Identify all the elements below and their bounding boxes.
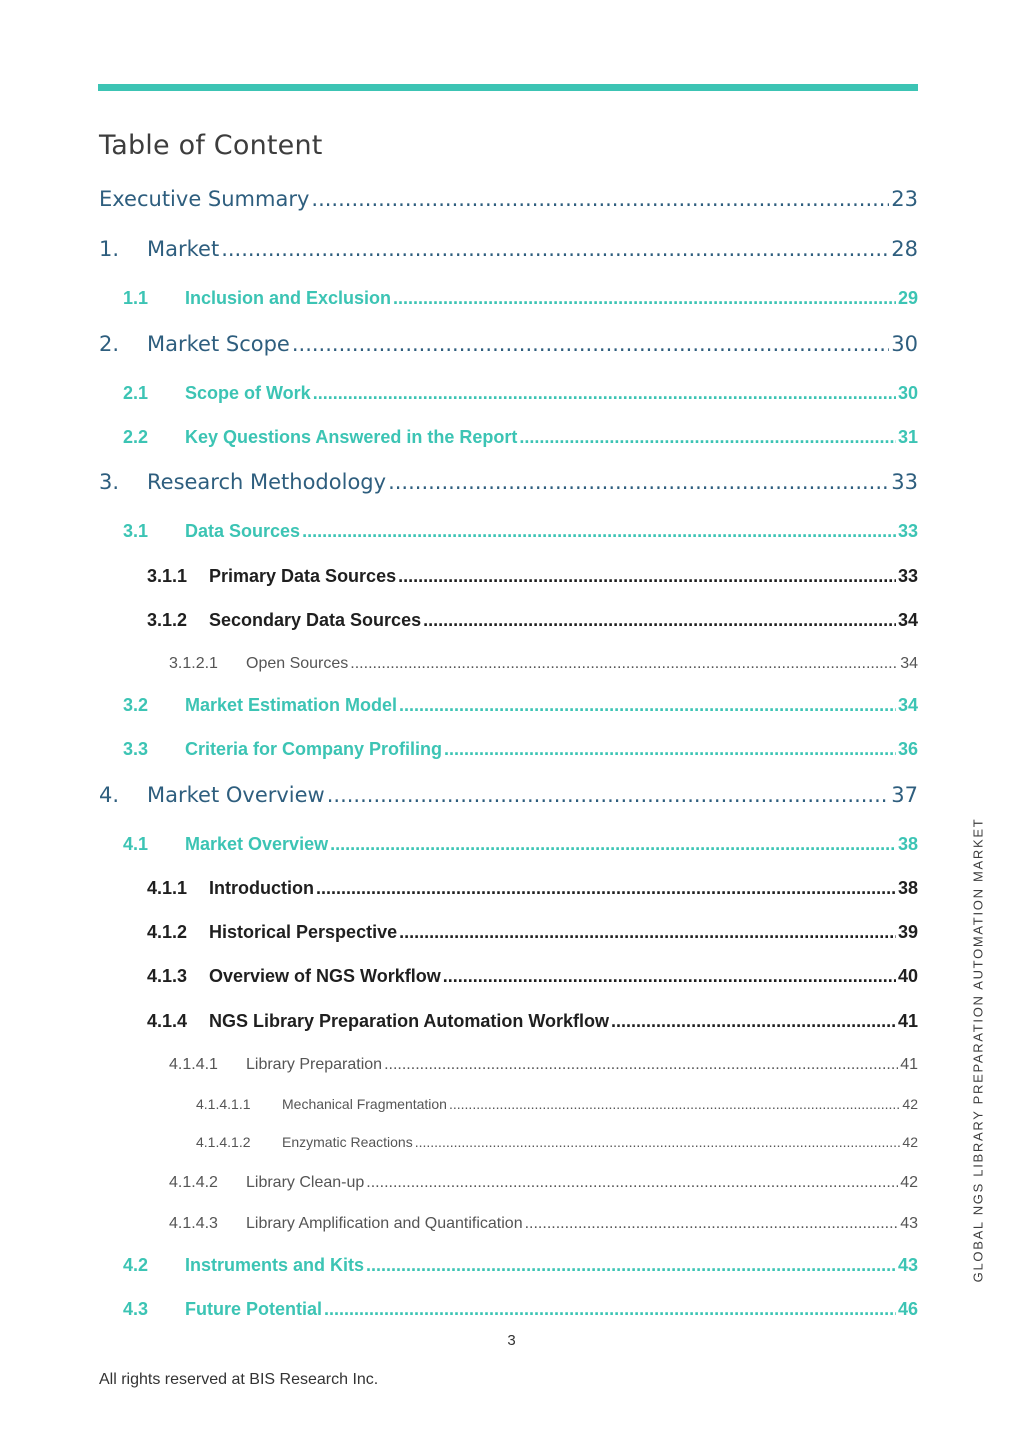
toc-entry[interactable] — [99, 783, 918, 808]
toc-dot-leader — [423, 610, 896, 632]
toc-entry-page: 33 — [897, 566, 918, 586]
toc-entry-title: Research Methodology — [147, 470, 387, 494]
toc-entry[interactable] — [196, 1096, 918, 1113]
toc-entry-title: NGS Library Preparation Automation Workflow — [209, 1011, 610, 1031]
toc-entry-title: Enzymatic Reactions — [282, 1134, 413, 1150]
toc-entry-number: 4.3 — [123, 1299, 149, 1319]
toc-entry-page: 39 — [897, 922, 918, 942]
toc-entry-title: Key Questions Answered in the Report — [185, 427, 518, 447]
toc-dot-leader — [415, 1134, 901, 1151]
toc-entry-number: 3.2 — [123, 695, 149, 715]
toc-entry[interactable] — [99, 470, 918, 495]
toc-entry-page: 43 — [897, 1255, 918, 1275]
toc-entry-number: 4.1.4 — [147, 1011, 188, 1031]
toc-entry-number: 4.1.4.3 — [169, 1215, 218, 1232]
toc-entry[interactable] — [147, 922, 918, 944]
toc-entry[interactable] — [99, 187, 918, 212]
toc-dot-leader — [313, 383, 896, 405]
page-number: 3 — [507, 1332, 516, 1349]
toc-dot-leader — [292, 332, 889, 357]
toc-entry-number: 4.1.4.2 — [169, 1174, 218, 1191]
toc-entry[interactable] — [169, 1214, 918, 1233]
toc-entry-title: Criteria for Company Profiling — [185, 739, 443, 759]
toc-entry[interactable] — [123, 739, 918, 761]
toc-entry-page: 42 — [900, 1174, 918, 1191]
toc-dot-leader — [449, 1096, 900, 1113]
toc-entry[interactable] — [147, 1011, 918, 1033]
toc-entry-number: 4.1 — [123, 834, 149, 854]
toc-entry-number: 4.1.3 — [147, 966, 188, 986]
toc-entry-number: 3.3 — [123, 739, 149, 759]
toc-entry-number: 4.1.1 — [147, 878, 188, 898]
toc-entry-title: Executive Summary — [99, 187, 310, 211]
toc-dot-leader — [525, 1214, 899, 1233]
toc-entry[interactable] — [123, 1299, 918, 1321]
toc-entry-title: Primary Data Sources — [209, 566, 397, 586]
toc-dot-leader — [327, 783, 890, 808]
toc-dot-leader — [398, 566, 896, 588]
toc-entry-number: 1. — [99, 237, 120, 261]
toc-entry[interactable] — [123, 834, 918, 856]
toc-entry-page: 34 — [897, 610, 918, 630]
toc-dot-leader — [311, 187, 889, 212]
toc-dot-leader — [393, 288, 896, 310]
toc-entry-title: Historical Perspective — [209, 922, 398, 942]
toc-entry-title: Overview of NGS Workflow — [209, 966, 441, 986]
toc-entry-title: Market Scope — [147, 332, 290, 356]
toc-entry[interactable] — [196, 1134, 918, 1151]
toc-entry[interactable] — [169, 1173, 918, 1192]
toc-entry-page: 38 — [897, 834, 918, 854]
toc-entry-page: 41 — [900, 1056, 918, 1073]
toc-entry[interactable] — [99, 237, 918, 262]
toc-entry-page: 33 — [897, 521, 918, 541]
page-title: Table of Content — [99, 130, 323, 161]
toc-entry-title: Market Estimation Model — [185, 695, 398, 715]
toc-entry-title: Library Clean-up — [246, 1174, 365, 1191]
toc-entry[interactable] — [123, 695, 918, 717]
toc-entry-number: 3.1.1 — [147, 566, 188, 586]
toc-entry-number: 3.1 — [123, 521, 149, 541]
toc-entry-number: 4.2 — [123, 1255, 149, 1275]
toc-entry-title: Future Potential — [185, 1299, 323, 1319]
toc-entry[interactable] — [123, 383, 918, 405]
toc-entry-title: Instruments and Kits — [185, 1255, 365, 1275]
toc-entry-page: 34 — [900, 655, 918, 672]
toc-entry[interactable] — [123, 521, 918, 543]
toc-entry[interactable] — [123, 1255, 918, 1277]
toc-entry[interactable] — [99, 332, 918, 357]
toc-entry-page: 42 — [902, 1096, 918, 1112]
toc-entry[interactable] — [169, 654, 918, 673]
toc-entry-page: 43 — [900, 1215, 918, 1232]
toc-dot-leader — [302, 521, 896, 543]
toc-dot-leader — [399, 922, 896, 944]
toc-entry-page: 23 — [891, 187, 918, 211]
toc-entry-title: Market — [147, 237, 220, 261]
toc-entry-page: 40 — [897, 966, 918, 986]
toc-entry[interactable] — [147, 610, 918, 632]
footer-copyright: All rights reserved at BIS Research Inc. — [99, 1371, 379, 1388]
toc-entry-page: 28 — [891, 237, 918, 261]
toc-entry-number: 4.1.4.1 — [169, 1056, 218, 1073]
toc-entry-title: Mechanical Fragmentation — [282, 1096, 447, 1112]
toc-dot-leader — [366, 1173, 898, 1192]
toc-entry-number: 4.1.2 — [147, 922, 188, 942]
toc-dot-leader — [316, 878, 896, 900]
toc-dot-leader — [384, 1055, 898, 1074]
toc-entry-page: 34 — [897, 695, 918, 715]
toc-dot-leader — [519, 427, 896, 449]
toc-entry-page: 30 — [897, 383, 918, 403]
toc-entry-number: 1.1 — [123, 288, 149, 308]
toc-entry[interactable] — [147, 966, 918, 988]
toc-dot-leader — [366, 1255, 896, 1277]
toc-entry-page: 42 — [902, 1134, 918, 1150]
toc-dot-leader — [330, 834, 896, 856]
toc-entry-number: 4.1.4.1.1 — [196, 1096, 251, 1112]
toc-entry-page: 30 — [891, 332, 918, 356]
toc-entry-page: 38 — [897, 878, 918, 898]
toc-entry-title: Market Overview — [185, 834, 329, 854]
toc-dot-leader — [388, 470, 889, 495]
toc-entry[interactable] — [169, 1055, 918, 1074]
toc-entry-title: Library Preparation — [246, 1056, 383, 1073]
toc-dot-leader — [443, 966, 896, 988]
toc-entry-title: Open Sources — [246, 655, 349, 672]
toc-dot-leader — [324, 1299, 896, 1321]
toc-entry-title: Inclusion and Exclusion — [185, 288, 392, 308]
toc-entry-number: 4. — [99, 783, 120, 807]
toc-entry-page: 36 — [897, 739, 918, 759]
toc-entry-page: 31 — [897, 427, 918, 447]
toc-entry-title: Scope of Work — [185, 383, 311, 403]
toc-entry-number: 3.1.2 — [147, 610, 188, 630]
toc-dot-leader — [399, 695, 896, 717]
toc-entry[interactable] — [123, 288, 918, 310]
toc-dot-leader — [221, 237, 889, 262]
toc-entry-page: 41 — [897, 1011, 918, 1031]
toc-entry-page: 33 — [891, 470, 918, 494]
toc-dot-leader — [350, 654, 898, 673]
toc-entry[interactable] — [147, 878, 918, 900]
toc-entry[interactable] — [123, 427, 918, 449]
toc-entry-number: 2. — [99, 332, 120, 356]
toc-entry-title: Library Amplification and Quantification — [246, 1215, 523, 1232]
toc-entry-page: 46 — [897, 1299, 918, 1319]
toc-entry-number: 4.1.4.1.2 — [196, 1134, 251, 1150]
toc-dot-leader — [611, 1011, 896, 1033]
toc-entry-number: 2.2 — [123, 427, 149, 447]
toc-entry-number: 3.1.2.1 — [169, 655, 218, 672]
toc-entry-title: Data Sources — [185, 521, 301, 541]
toc-dot-leader — [444, 739, 896, 761]
toc-entry-title: Secondary Data Sources — [209, 610, 422, 630]
toc-entry-number: 3. — [99, 470, 120, 494]
toc-entry-page: 29 — [897, 288, 918, 308]
toc-entry-title: Market Overview — [147, 783, 325, 807]
toc-entry[interactable] — [147, 566, 918, 588]
toc-entry-number: 2.1 — [123, 383, 149, 403]
side-running-title: GLOBAL NGS LIBRARY PREPARATION AUTOMATION MARKET — [970, 817, 986, 1283]
toc-entry-title: Introduction — [209, 878, 314, 898]
toc-entry-page: 37 — [891, 783, 918, 807]
